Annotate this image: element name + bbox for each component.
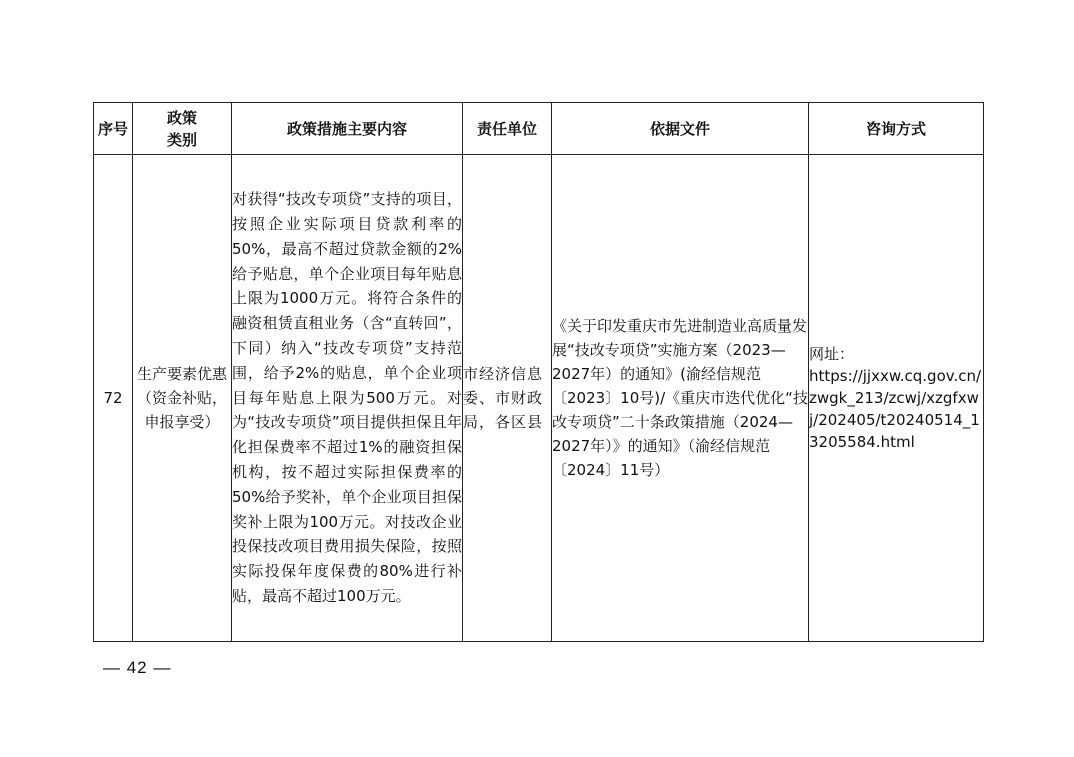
- contact-url-link[interactable]: https://jjxxw.cq.gov.cn/zwgk_213/zcwj/xzgfxwj/202405/t20240514_13205584.html: [809, 367, 982, 451]
- header-row: [94, 103, 984, 155]
- policy-content: 对获得“技改专项贷”支持的项目，按照企业实际项目贷款利率的50%，最高不超过贷款金额的2%给予贴息，单个企业项目每年贴息上限为1000万元。将符合条件的融资租赁直租业务（含“直转回”，下同）纳入“技改专项贷”支持范围，给予2%的贴息，单个企业项目每年贴息上限为500万元。对为“技改专项贷”项目提供担保且年化担保费率不超过1%的融资担保机构，按不超过实际担保费率的50%给予奖补，单个企业项目担保奖补上限为100万元。对技改企业投保技改项目费用损失保险，按照实际投保年度保费的80%进行补贴，最高不超过100万元。: [232, 155, 463, 642]
- header-department: 责任单位: [463, 103, 552, 155]
- contact-label: 网址：: [809, 345, 855, 363]
- responsible-department: 市经济信息委、市财政局，各区县: [463, 155, 552, 642]
- header-basis: 依据文件: [552, 103, 809, 155]
- basis-documents: 《关于印发重庆市先进制造业高质量发展“技改专项贷”实施方案（2023—2027年）的通知》(渝经信规范〔2023〕10号)/《重庆市迭代优化“技改专项贷”二十条政策措施（2024—2027年）》的通知》（渝经信规范〔2024〕11号）: [552, 155, 809, 642]
- header-no: 序号: [94, 103, 133, 155]
- header-content: 政策措施主要内容: [232, 103, 463, 155]
- page-number: — 42 —: [103, 658, 172, 677]
- policy-category: 生产要素优惠（资金补贴，申报享受）: [133, 155, 232, 642]
- table-row: [94, 155, 984, 642]
- policy-table: [93, 102, 984, 642]
- contact-info: [809, 155, 984, 642]
- header-category: 政策 类别: [133, 103, 232, 155]
- row-number: 72: [94, 155, 133, 642]
- header-contact: 咨询方式: [809, 103, 984, 155]
